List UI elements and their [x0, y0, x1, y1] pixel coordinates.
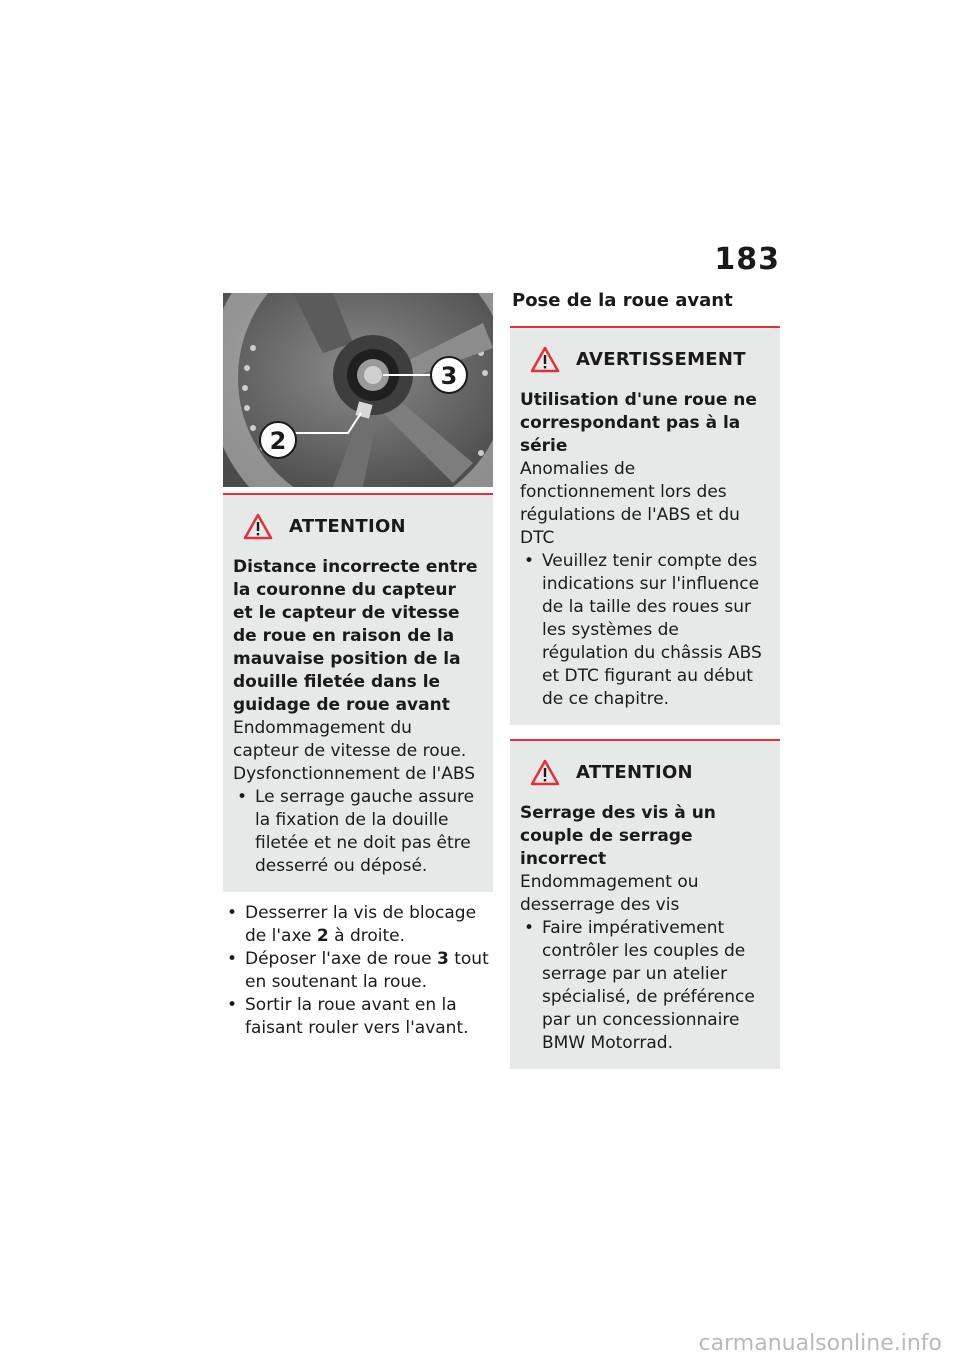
- step-item: [223, 948, 493, 994]
- section-title: Pose de la roue avant: [512, 290, 733, 311]
- wheel-axle-photo: [223, 293, 493, 487]
- notice-hazard: Distance incorrecte entre la couronne du capteur et le capteur de vitesse de roue en raison de la mauvaise position de la douille filetée dans le guidage de roue avant: [233, 557, 478, 715]
- notice-consequence: Endommagement du capteur de vitesse de roue. Dysfonctionnement de l'ABS: [233, 718, 476, 784]
- notice-hazard: Serrage des vis à un couple de serrage incorrect: [520, 803, 716, 869]
- callout-3-label: 3: [440, 362, 458, 390]
- notice-title: ATTENTION: [576, 762, 693, 783]
- callout-2-label: 2: [269, 427, 287, 455]
- notice-hazard: Utilisation d'une roue ne correspondant pas à la série: [520, 390, 757, 456]
- step-text: Déposer l'axe de roue: [245, 949, 437, 969]
- attention-notice-torque: [510, 739, 780, 1069]
- notice-title: ATTENTION: [289, 516, 406, 537]
- notice-measures: [520, 917, 768, 1055]
- warning-notice-wheel: [510, 326, 780, 725]
- step-text: tout en soutenant la roue.: [245, 949, 489, 992]
- notice-measures: [520, 550, 768, 711]
- attention-notice-sensor: [223, 493, 493, 892]
- notice-measures: [233, 786, 481, 878]
- removal-steps: [223, 892, 493, 1040]
- step-text: Desserrer la vis de blocage de l'axe: [245, 903, 477, 946]
- warning-triangle-icon: [530, 759, 560, 786]
- notice-title: AVERTISSEMENT: [576, 349, 746, 370]
- notice-consequence: Anomalies de fonctionnement lors des régulations de l'ABS et du DTC: [520, 459, 740, 548]
- list-item: • Veuillez tenir compte des indications sur l'influence de la taille des roues sur les systèmes de régulation du châssis ABS et DTC figurant au début de ce chapitre.: [520, 550, 768, 711]
- notice-header: [243, 513, 481, 540]
- list-item: • Faire impérativement contrôler les couples de serrage par un atelier spécialisé, de préférence par un concessionnaire BMW Motorrad.: [520, 917, 768, 1055]
- notice-header: [530, 759, 768, 786]
- step-ref: 3: [436, 949, 449, 969]
- step-text: Sortir la roue avant en la faisant rouler vers l'avant.: [245, 995, 469, 1038]
- step-ref: 2: [316, 926, 329, 946]
- warning-triangle-icon: [243, 513, 273, 540]
- warning-triangle-icon: [530, 346, 560, 373]
- step-item: [223, 994, 493, 1040]
- notice-consequence: Endommagement ou desserrage des vis: [520, 872, 699, 915]
- left-column: [223, 293, 493, 1040]
- step-text: à droite.: [328, 926, 406, 946]
- watermark: carmanualsonline.info: [698, 1331, 942, 1356]
- notice-header: [530, 346, 768, 373]
- page-number: 183: [714, 242, 780, 277]
- wheel-axle-illustration: [223, 293, 493, 487]
- list-item: • Le serrage gauche assure la fixation de la douille filetée et ne doit pas être desserré ou déposé.: [233, 786, 481, 878]
- right-column: [510, 290, 780, 1069]
- step-item: [223, 902, 493, 948]
